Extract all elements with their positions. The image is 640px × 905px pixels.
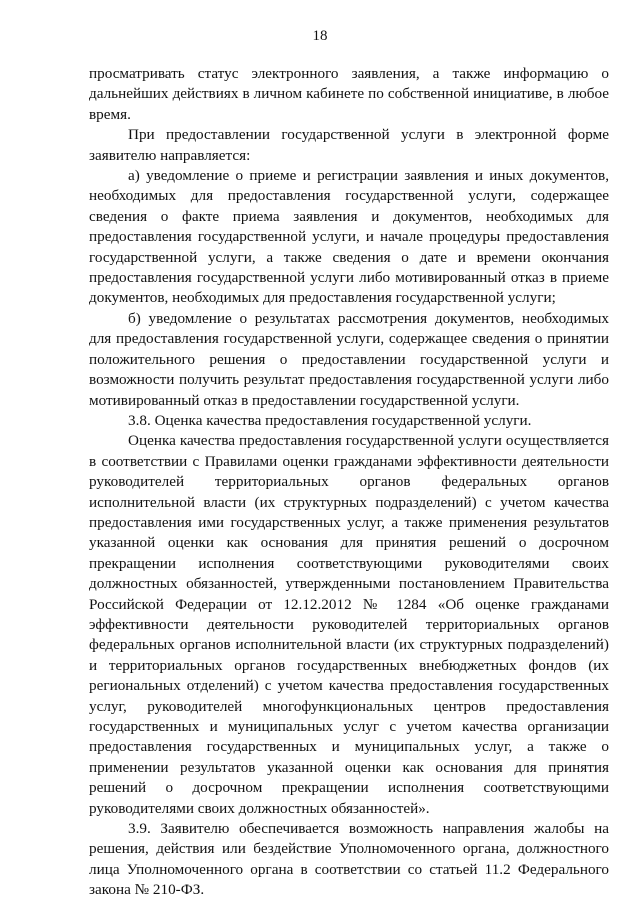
paragraph-electronic-form: При предоставлении государственной услуги в электронной форме заявителю направляется: [89,126,609,164]
page-number: 18 [312,28,328,44]
document-body [89,64,609,901]
section-heading-3-8: 3.8. Оценка качества предоставления государственной услуги. [128,411,532,429]
paragraph-quality-assessment: Оценка качества предоставления государственной услуги осуществляется в соответствии с Правилами оценки гражданами эффективности деятельности руководителей территориальных органов федеральных органов исполнительной власти (их структурных подразделений) с учетом качества предоставления ими государственных услуг, а также применения результатов указанной оценки как основания для принятия решений о досрочном прекращении исполнения соответствующими руководителями своих должностных обязанностей, утвержденными постановлением Правительства Российской Федерации от 12.12.2012 № 1284 «Об оценке гражданами эффективности деятельности руководителей территориальных органов федеральных органов исполнительной власти (их структурных подразделений) и территориальных органов государственных внебюджетных фондов (их региональных отделений) с учетом качества предоставления государственных услуг, руководителей многофункциональных центров предоставления государственных и муниципальных услуг с учетом качества организации предоставления государственных и муниципальных услуг, а также о применении результатов указанной оценки как основания для принятия решений о досрочном прекращении исполнения соответствующими руководителями своих должностных обязанностей». [89,432,609,817]
section-3-9: 3.9. Заявителю обеспечивается возможность направления жалобы на решения, действия или бездействие Уполномоченного органа, должностного лица Уполномоченного органа в соответствии со статьей 11.2 Федерального закона № 210-ФЗ. [89,820,609,899]
paragraph-item-a: а) уведомление о приеме и регистрации заявления и иных документов, необходимых для предоставления государственной услуги, содержащее сведения о факте приема заявления и документов, необходимых для предоставления государственной услуги, и начале процедуры предоставления государственной услуги, а также сведения о дате и времени окончания предоставления государственной услуги либо мотивированный отказ в приеме документов, необходимых для предоставления государственной услуги; [89,167,609,307]
paragraph-continuation: просматривать статус электронного заявления, а также информацию о дальнейших действиях в личном кабинете по собственной инициативе, в любое время. [89,65,609,123]
paragraph-item-b: б) уведомление о результатах рассмотрения документов, необходимых для предоставления государственной услуги, содержащее сведения о принятии положительного решения о предоставлении государственной услуги и возможности получить результат предоставления государственной услуги либо мотивированный отказ в предоставлении государственной услуги. [89,309,609,409]
